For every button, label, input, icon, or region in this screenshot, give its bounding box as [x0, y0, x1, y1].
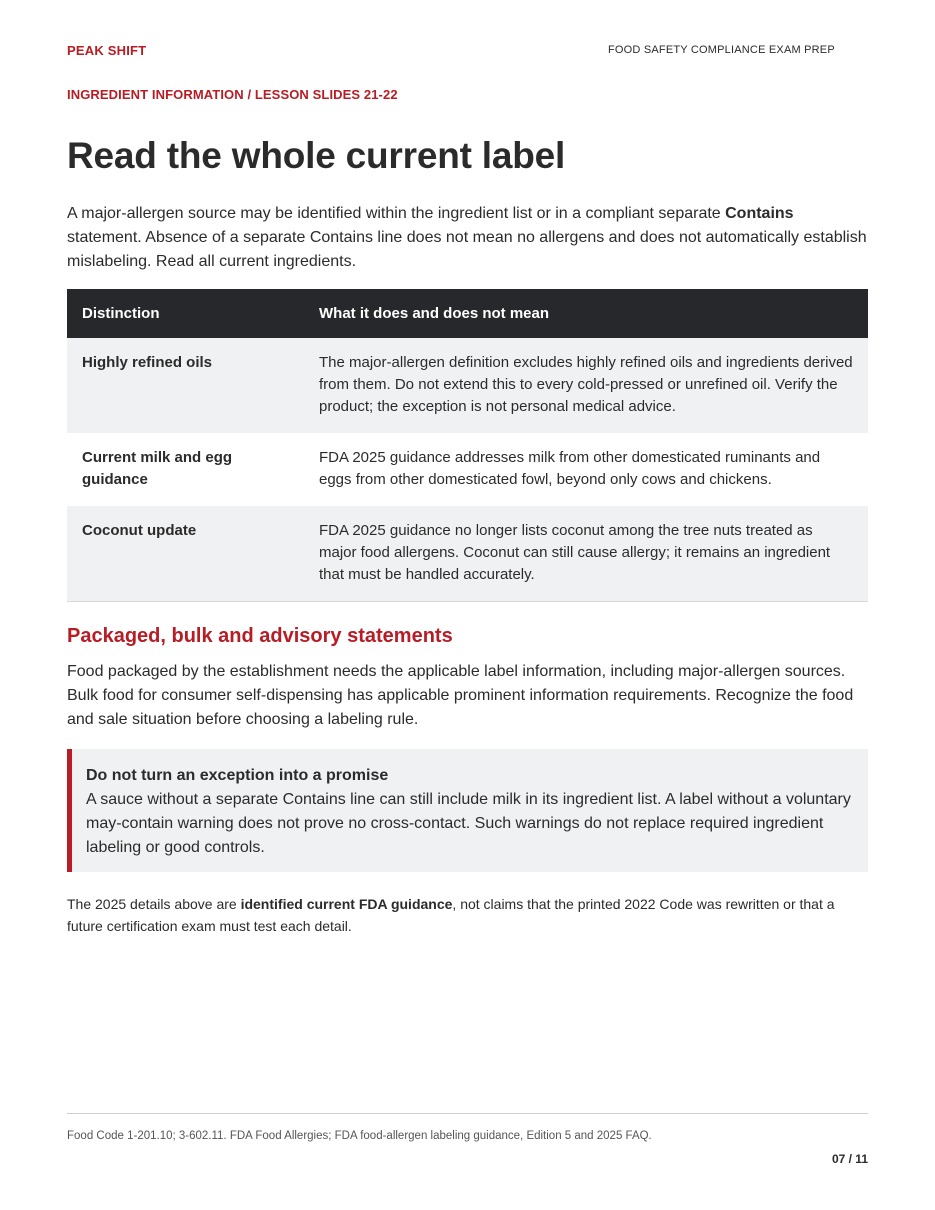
note-text-before: The 2025 details above are [67, 896, 241, 912]
row-value: FDA 2025 guidance addresses milk from other domesticated ruminants and eggs from other domesticated fowl, beyond only cows and chickens. [319, 449, 821, 488]
callout-title: Do not turn an exception into a promise [86, 767, 389, 784]
table-row [67, 433, 868, 506]
section-paragraph: Food packaged by the establishment needs the applicable label information, including major-allergen sources. Bulk food for consumer self-dispensing has applicable prominent information requirements. Recognize the food and sale situation before choosing a labeling rule. [67, 663, 854, 728]
table-row [67, 338, 868, 433]
distinction-table [67, 289, 868, 602]
exam-title: FOOD SAFETY COMPLIANCE EXAM PREP [608, 44, 835, 56]
table-header-row [67, 289, 868, 338]
note-bold-term: identified current FDA guidance [240, 896, 453, 912]
page-title: Read the whole current label [67, 135, 566, 176]
guidance-note [67, 893, 868, 937]
footer-sources: Food Code 1-201.10; 3-602.11. FDA Food Allergies; FDA food-allergen labeling guidance, Edition 5 and 2025 FAQ. [67, 1130, 652, 1142]
row-value: FDA 2025 guidance no longer lists coconut among the tree nuts treated as major food allergens. Coconut can still cause allergy; it remains an ingredient that must be handled accurately. [304, 506, 868, 602]
column-header-meaning: What it does and does not mean [304, 289, 868, 338]
top-bar [67, 43, 868, 59]
row-value: The major-allergen definition excludes highly refined oils and ingredients derived from them. Do not extend this to every cold-pressed or unrefined oil. Verify the product; the exception is not personal medical advice. [304, 338, 868, 433]
intro-bold-term: Contains [725, 205, 794, 222]
column-header-distinction: Distinction [67, 289, 304, 338]
row-key: Highly refined oils [67, 338, 304, 433]
intro-text-before: A major-allergen source may be identified within the ingredient list or in a compliant separate [67, 205, 726, 222]
section-heading: Packaged, bulk and advisory statements [67, 625, 453, 647]
note-text-after: , not claims that the printed 2022 Code was rewritten or that a future certification exam must test each detail. [67, 896, 835, 934]
intro-paragraph [67, 202, 868, 274]
page-number: 07 / 11 [831, 1152, 868, 1166]
row-key: Coconut update [67, 506, 304, 602]
callout-body: A sauce without a separate Contains line can still include milk in its ingredient list. A label without a voluntary may-contain warning does not prove no cross-contact. Such warnings do not replace required ingredient labeling or good controls. [86, 791, 851, 856]
warning-callout [67, 749, 868, 872]
breadcrumb: INGREDIENT INFORMATION / LESSON SLIDES 21-22 [67, 87, 398, 102]
intro-text-after: statement. Absence of a separate Contains line does not mean no allergens and does not automatically establish mislabeling. Read all current ingredients. [67, 229, 867, 270]
row-key: Current milk and egg guidance [82, 449, 233, 488]
table-row [67, 506, 868, 602]
brand-name: PEAK SHIFT [67, 43, 147, 58]
footer-divider [67, 1113, 868, 1114]
